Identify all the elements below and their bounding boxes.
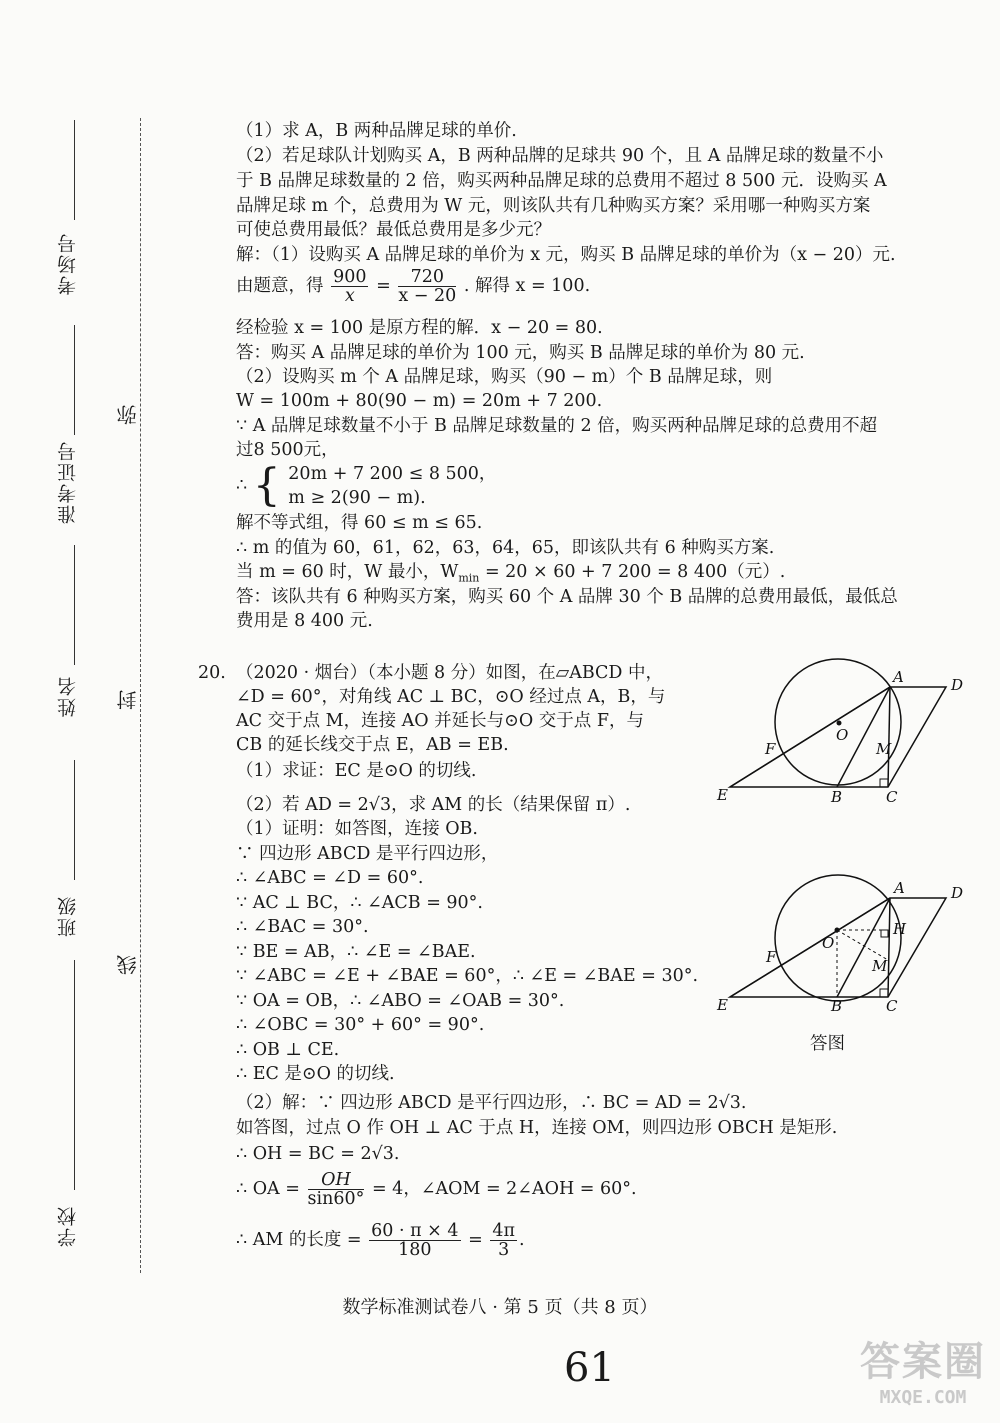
- fig-label-b: B: [831, 788, 843, 806]
- frac-num: 60 · π × 4: [371, 1221, 459, 1241]
- fig-label-a: A: [894, 879, 905, 897]
- fraction-900-x: [331, 268, 368, 305]
- q20-proof-line1: （1）证明：如答图，连接 OB.: [236, 819, 478, 839]
- q19-solution-line7: ∵ A 品牌足球数量不小于 B 品牌足球数量的 2 倍，购买两种品牌足球的总费用不超: [236, 416, 878, 436]
- line-ae: [730, 898, 890, 997]
- fig-label-c: C: [886, 997, 898, 1015]
- fig-label-d: D: [951, 884, 964, 902]
- frac-den: 180: [398, 1240, 432, 1260]
- circle-o: [775, 875, 901, 1001]
- arc-end: .: [518, 1230, 525, 1250]
- frac-num: 4π: [492, 1221, 515, 1241]
- sys-eq-b: m ≥ 2(90 − m).: [288, 488, 426, 508]
- frac-den: x − 20: [398, 286, 457, 306]
- q19-part2-line3: 品牌足球 m 个，总费用为 W 元，则该队共有几种购买方案？采用哪一种购买方案: [236, 196, 871, 216]
- right-angle-h: [881, 930, 888, 937]
- right-angle-c: [880, 779, 888, 787]
- q20-proof-line4: ∵ AC ⊥ BC，∴ ∠ACB = 90°.: [236, 893, 483, 913]
- seal-char-mi: 弥: [116, 405, 140, 425]
- q20-proof-line7: ∵ ∠ABC = ∠E + ∠BAE = 60°，∴ ∠E = ∠BAE = 30°.: [236, 966, 699, 986]
- class-fill-line: [74, 960, 75, 1190]
- q20-answer-figure: [700, 868, 980, 1018]
- school-label: 学校: [57, 1205, 79, 1247]
- fig-label-o: O: [822, 934, 835, 952]
- line-ac: [888, 687, 890, 787]
- q20-proof-line10: ∴ OB ⊥ CE.: [236, 1040, 340, 1060]
- oa-prefix: ∴ OA =: [236, 1179, 300, 1199]
- watermark-logo-text: 答案圈: [860, 1338, 986, 1385]
- q19-solution-equation: [236, 268, 590, 305]
- q19-solution-line10: 解不等式组，得 60 ≤ m ≤ 65.: [236, 513, 483, 533]
- frac-num: OH: [308, 1171, 365, 1190]
- page-footer: 数学标准测试卷八 · 第 5 页（共 8 页）: [342, 1297, 658, 1318]
- q19-solution-line5: （2）设购买 m 个 A 品牌足球，购买（90 − m）个 B 品牌足球，则: [236, 367, 773, 387]
- q20-proof-line6: ∵ BE = AB，∴ ∠E = ∠BAE.: [236, 942, 476, 962]
- q20-solution-line13: 如答图，过点 O 作 OH ⊥ AC 于点 H，连接 OM，则四边形 OBCH 是矩形.: [236, 1118, 838, 1138]
- fig-label-o: O: [836, 726, 849, 744]
- parallelogram-abcd: [730, 898, 946, 997]
- wmin-sub: min: [458, 571, 480, 585]
- fig-label-a: A: [893, 668, 904, 686]
- binding-dashed-line: [140, 118, 141, 1273]
- line-om: [837, 930, 888, 960]
- q20-proof-line9: ∴ ∠OBC = 30° + 60° = 90°.: [236, 1015, 485, 1035]
- watermark-url: MXQE.COM: [879, 1387, 967, 1408]
- sys-therefore: ∴: [236, 475, 248, 496]
- q19-part2-line2: 于 B 品牌足球数量的 2 倍，购买两种品牌足球的总费用不超过 8 500 元．设购买 A: [236, 171, 887, 191]
- sys-eq-a: 20m + 7 200 ≤ 8 500，: [288, 464, 497, 484]
- fraction-720-x20: [398, 268, 456, 305]
- q20-stem-line5: （1）求证：EC 是⊙O 的切线.: [236, 761, 477, 781]
- q19-solution-line14: 费用是 8 400 元.: [236, 611, 373, 631]
- fig-label-c: C: [886, 788, 898, 806]
- q19-solution-line1: 解：（1）设购买 A 品牌足球的单价为 x 元，购买 B 品牌足球的单价为（x − 20）元.: [236, 245, 896, 265]
- arc-prefix: ∴ AM 的长度 =: [236, 1230, 362, 1250]
- fraction-arc-length: [369, 1222, 460, 1259]
- q19-solution-line13: 答：该队共有 6 种购买方案，购买 60 个 A 品牌 30 个 B 品牌的总费用最低，最低总: [236, 587, 898, 607]
- ticket-fill-line: [74, 545, 75, 665]
- oa-rest: = 4，∠AOM = 2∠AOH = 60°.: [371, 1179, 637, 1199]
- fraction-oh-sin60: [308, 1171, 365, 1208]
- center-dot: [835, 928, 840, 933]
- q20-stem-line3: AC 交于点 M，连接 AO 并延长与⊙O 交于点 F，与: [236, 711, 644, 731]
- sys-brace: {: [252, 460, 281, 511]
- fig-label-m: M: [876, 740, 892, 758]
- exam-room-label: 考场号: [57, 232, 79, 295]
- fraction-4pi-3: [490, 1222, 517, 1259]
- exam-room-line: [74, 120, 75, 220]
- name-fill-line: [74, 760, 75, 880]
- seal-char-xian: 线: [116, 955, 140, 975]
- answer-figure-caption: 答图: [810, 1034, 845, 1054]
- seal-char-feng: 封: [116, 690, 140, 710]
- center-dot: [837, 721, 842, 726]
- eq-equals: =: [376, 276, 391, 296]
- frac-den: sin60°: [307, 1189, 365, 1209]
- q20-stem-line6: （2）若 AD = 2√3，求 AM 的长（结果保留 π）.: [236, 795, 631, 815]
- q20-stem-line1: （2020 · 烟台）（本小题 8 分）如图，在▱ABCD 中，: [236, 663, 663, 683]
- watermark: [860, 1330, 986, 1408]
- line-ae: [730, 687, 890, 787]
- q20-stem-line4: CB 的延长线交于点 E，AB = EB.: [236, 735, 509, 755]
- frac-num: 720: [398, 268, 456, 287]
- fig-label-m: M: [872, 957, 888, 975]
- q19-part1: （1）求 A，B 两种品牌足球的单价.: [236, 121, 517, 141]
- right-angle-c: [880, 989, 888, 997]
- frac-num: 900: [333, 267, 367, 287]
- exam-room-fill-line: [74, 325, 75, 435]
- q19-part2-line1: （2）若足球队计划购买 A，B 两种品牌的足球共 90 个，且 A 品牌足球的数量不小: [236, 146, 884, 166]
- ticket-no-label: 准考证号: [57, 440, 79, 524]
- line-ac: [888, 898, 890, 997]
- name-label: 姓名: [57, 675, 79, 717]
- fig-label-d: D: [951, 676, 964, 694]
- q19-part2-line4: 可使总费用最低？最低总费用是多少元？: [236, 220, 551, 240]
- q20-proof-line11: ∴ EC 是⊙O 的切线.: [236, 1064, 395, 1084]
- eq-prefix: 由题意，得: [236, 276, 324, 296]
- q20-proof-line5: ∴ ∠BAC = 30°.: [236, 917, 369, 937]
- class-label: 班级: [57, 895, 79, 937]
- fig-label-h: H: [893, 920, 907, 938]
- fig-label-e: E: [717, 996, 728, 1014]
- q19-solution-line8: 过8 500元，: [236, 440, 339, 460]
- q20-solution-line14: ∴ OH = BC = 2√3.: [236, 1144, 400, 1164]
- handwritten-page-number: 61: [564, 1345, 615, 1391]
- q19-solution-line11: ∴ m 的值为 60，61，62，63，64，65，即该队共有 6 种购买方案.: [236, 538, 775, 558]
- fig-label-f: F: [765, 740, 776, 758]
- q20-proof-line2: ∵ 四边形 ABCD 是平行四边形，: [236, 844, 499, 864]
- q19-inequality-system: [236, 462, 496, 510]
- fig-label-e: E: [717, 786, 728, 804]
- q20-solution-line12: （2）解：∵ 四边形 ABCD 是平行四边形，∴ BC = AD = 2√3.: [236, 1093, 747, 1113]
- frac-den: 3: [498, 1240, 510, 1260]
- fig-label-b: B: [831, 997, 843, 1015]
- q20-figure: [700, 650, 980, 810]
- wmin-rest: = 20 × 60 + 7 200 = 8 400（元）.: [479, 562, 786, 582]
- q20-solution-line15: [236, 1171, 637, 1208]
- wmin-prefix: 当 m = 60 时，W 最小，W: [236, 562, 459, 582]
- q19-solution-line6: W = 100m + 80(90 − m) = 20m + 7 200.: [236, 391, 603, 411]
- eq-suffix: . 解得 x = 100.: [463, 276, 591, 296]
- q19-solution-line4: 答：购买 A 品牌足球的单价为 100 元，购买 B 品牌足球的单价为 80 元.: [236, 343, 805, 363]
- frac-den: x: [344, 286, 355, 306]
- q20-solution-line16: [236, 1222, 525, 1259]
- sys-equations: [288, 462, 496, 510]
- q20-number: 20.: [198, 663, 226, 683]
- fig-label-f: F: [766, 948, 777, 966]
- q20-proof-line8: ∵ OA = OB，∴ ∠ABO = ∠OAB = 30°.: [236, 991, 565, 1011]
- q20-proof-line3: ∴ ∠ABC = ∠D = 60°.: [236, 868, 424, 888]
- q19-solution-line3: 经检验 x = 100 是原方程的解．x − 20 = 80.: [236, 318, 603, 338]
- q20-stem-line2: ∠D = 60°，对角线 AC ⊥ BC，⊙O 经过点 A，B，与: [236, 687, 666, 707]
- arc-equals: =: [468, 1230, 483, 1250]
